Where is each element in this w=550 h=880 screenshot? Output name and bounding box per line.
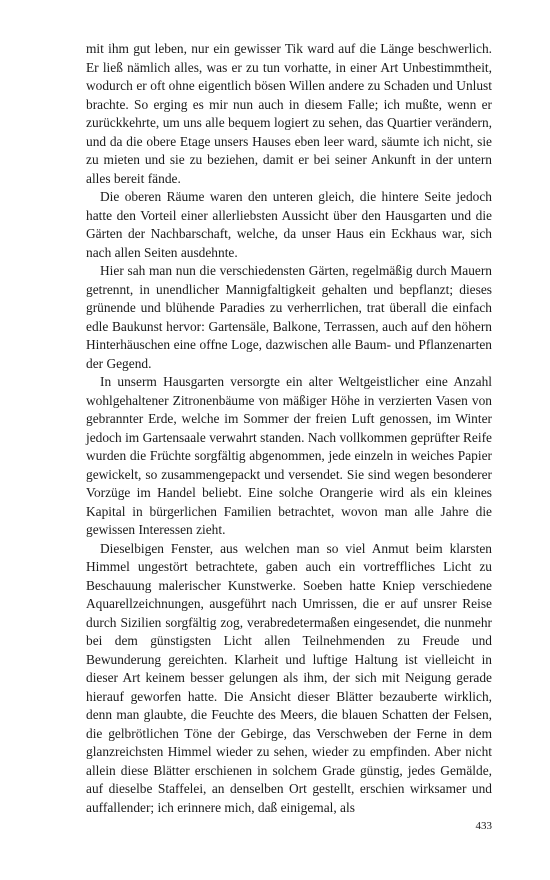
page-number: 433 <box>475 820 492 832</box>
paragraph-1: mit ihm gut leben, nur ein gewisser Tik ward auf die Länge beschwerlich. Er ließ nämlich alles, was er zu tun vorhatte, in einer Art Unbestimmtheit, wodurch er oft ohne eigentlich bösen Willen andere zu Schaden und Unlust brachte. So erging es mir nun auch in diesem Falle; ich mußte, wenn er zurückkehrte, um uns alle bequem logiert zu sehen, das Quartier verändern, und da die obere Etage unsers Hauses eben leer ward, säumte ich nicht, sie zu mieten und sie zu beziehen, damit er bei seiner Ankunft in der untern alles bereit fände. <box>86 41 492 186</box>
paragraph-3: Hier sah man nun die verschiedensten Gärten, regelmäßig durch Mauern getrennt, in unendlicher Mannigfaltigkeit gehalten und bepflanzt; dieses grünende und blühende Paradies zu verherrlichen, trat überall die einfach edle Baukunst hervor: Gartensäle, Balkone, Terrassen, auch auf den höhern Hinterhäuschen eine offne Loge, dazwischen alle Baum- und Pflanzenarten der Gegend. <box>86 263 492 371</box>
paragraph-2: Die oberen Räume waren den unteren gleich, die hintere Seite jedoch hatte den Vorteil einer allerliebsten Aussicht über den Hausgarten und die Gärten der Nachbarschaft, welche, da unser Haus ein Eckhaus war, sich nach allen Seiten ausdehnte. <box>86 189 492 260</box>
body-text <box>86 40 492 817</box>
paragraph-5: Dieselbigen Fenster, aus welchen man so viel Anmut beim klarsten Himmel ungestört betrachtete, gaben auch ein vortreffliches Licht zu Beschauung malerischer Kunstwerke. Soeben hatte Kniep verschiedene Aquarellzeichnungen, ausgeführt nach Umrissen, die er auf unsrer Reise durch Sizilien sorgfältig zog, verabredetermaßen eingesendet, die nunmehr bei dem günstigsten Licht allen Teilnehmenden zu Freude und Bewunderung gereichten. Klarheit und luftige Haltung ist vielleicht in dieser Art keinem besser gelungen als ihm, der sich mit Neigung gerade hierauf geworfen hatte. Die Ansicht dieser Blätter bezauberte wirklich, denn man glaubte, die Feuchte des Meers, die blauen Schatten der Felsen, die gelbrötlichen Töne der Gebirge, das Verschweben der Ferne in dem glanzreichsten Himmel wieder zu sehen, wieder zu empfinden. Aber nicht allein diese Blätter erschienen in solchem Grade günstig, jedes Gemälde, auf dieselbe Staffelei, an denselben Ort gestellt, erschien wirksamer und auffallender; ich erinnere mich, daß einigemal, als <box>86 540 492 815</box>
paragraph-4: In unserm Hausgarten versorgte ein alter Weltgeistlicher eine Anzahl wohlgehaltener Zitronenbäume von mäßiger Höhe in verzierten Vasen von gebrannter Erde, welche im Sommer der freien Luft genossen, im Winter jedoch im Gartensaale verwahrt standen. Nach vollkommen geprüfter Reife wurden die Früchte sorgfältig abgenommen, jede einzeln in weiches Papier gewickelt, so zusammengepackt und versendet. Sie sind wegen besonderer Vorzüge im Handel beliebt. Eine solche Orangerie wird als ein kleines Kapital in bürgerlichen Familien betrachtet, wovon man alle Jahre die gewissen Interessen zieht. <box>86 374 492 537</box>
